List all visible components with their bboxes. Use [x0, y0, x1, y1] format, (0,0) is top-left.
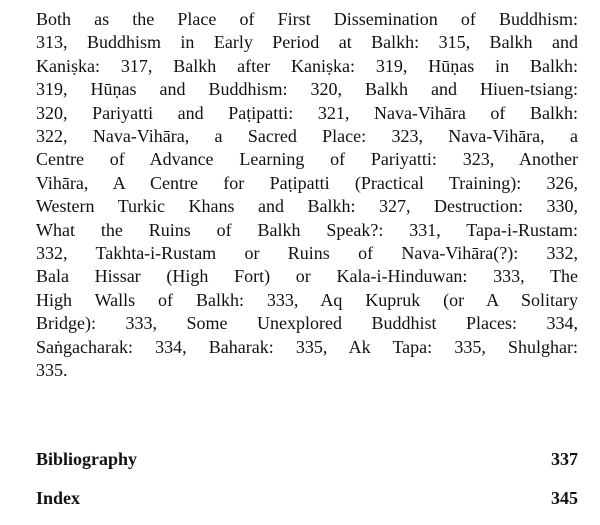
contents-line: 320, Pariyatti and Paṭipatti: 321, Nava-Vihāra of Balkh: [36, 102, 578, 123]
contents-line: Bridge): 333, Some Unexplored Buddhist Places: 334, [36, 313, 578, 334]
entry-page-number: 345 [551, 488, 578, 508]
entry-page-number: 337 [551, 449, 578, 469]
contents-line: Vihāra, A Centre for Paṭipatti (Practical Training): 326, [36, 172, 578, 193]
toc-entry-bibliography [36, 448, 578, 470]
contents-line: 335. [36, 360, 68, 381]
contents-line: Saṅgacharak: 334, Baharak: 335, Ak Tapa: 335, Shulghar: [36, 336, 578, 357]
toc-entry-index [36, 487, 578, 509]
contents-line: 313, Buddhism in Early Period at Balkh: 315, Balkh and [36, 32, 578, 53]
contents-line: Both as the Place of First Dissemination of Buddhism: [36, 9, 578, 29]
chapter-contents-paragraph [36, 8, 578, 383]
contents-line: 332, Takhta-i-Rustam or Ruins of Nava-Vihāra(?): 332, [36, 243, 578, 264]
contents-line: Kaniṣka: 317, Balkh after Kaniṣka: 319, Hūṇas in Balkh: [36, 55, 578, 76]
entry-title: Bibliography [36, 449, 138, 469]
contents-line: Western Turkic Khans and Balkh: 327, Destruction: 330, [36, 196, 578, 217]
contents-line: High Walls of Balkh: 333, Aq Kupruk (or A Solitary [36, 289, 578, 310]
contents-line: Centre of Advance Learning of Pariyatti: 323, Another [36, 149, 578, 170]
contents-line: 322, Nava-Vihāra, a Sacred Place: 323, Nava-Vihāra, a [36, 126, 578, 147]
entry-title: Index [36, 488, 81, 508]
contents-line: 319, Hūṇas and Buddhism: 320, Balkh and Hiuen-tsiang: [36, 79, 578, 100]
contents-line: Bala Hissar (High Fort) or Kala-i-Hinduwan: 333, The [36, 266, 578, 287]
contents-line: What the Ruins of Balkh Speak?: 331, Tapa-i-Rustam: [36, 219, 578, 240]
